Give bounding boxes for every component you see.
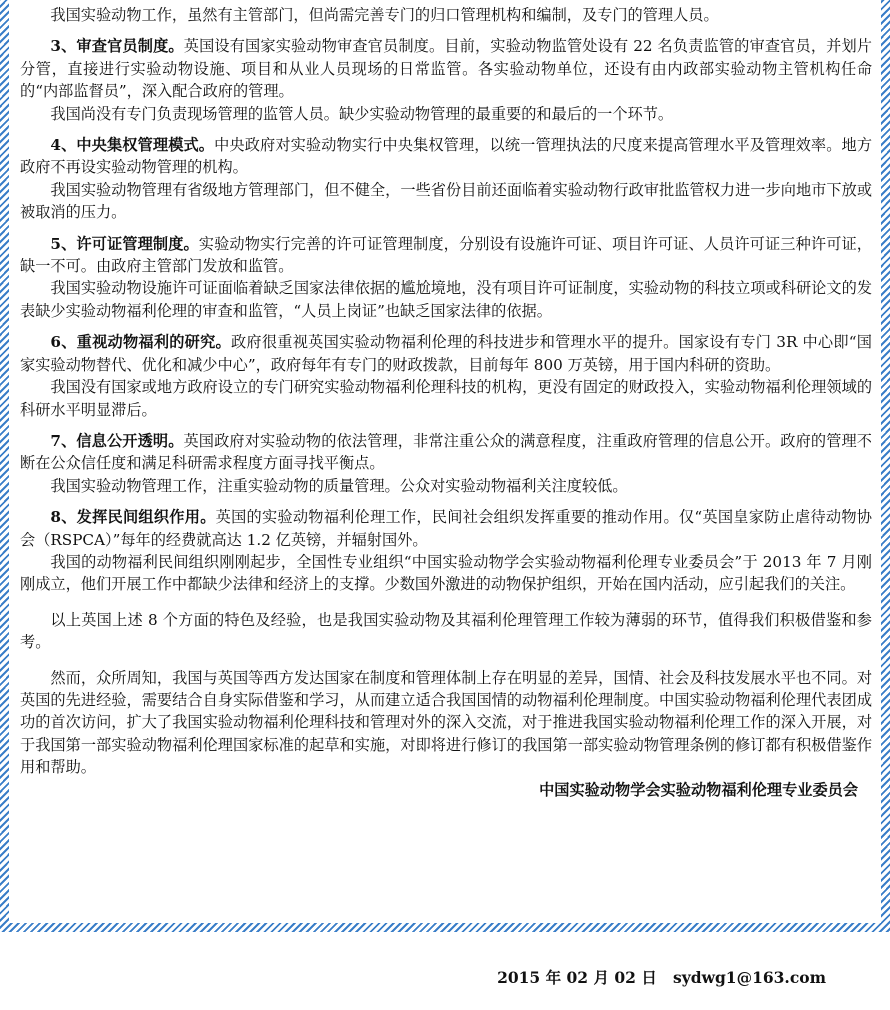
paragraph-3-heading <box>20 35 872 102</box>
paragraph-text: 中央政府对实验动物实行中央集权管理，以统一管理执法的尺度来提高管理水平及管理效率。地方政府不再设实验动物管理的机构。 <box>20 136 873 177</box>
section-heading: 3、审查官员制度。 <box>50 37 184 56</box>
paragraph-text: 我国没有国家或地方政府设立的专门研究实验动物福利伦理科技的机构，更没有固定的财政投入，实验动物福利伦理领域的科研水平明显滞后。 <box>20 378 872 419</box>
section-heading: 5、许可证管理制度。 <box>50 234 199 253</box>
paragraph-conclusion <box>20 667 872 779</box>
paragraph-text: 英国的实验动物福利伦理工作，民间社会组织发挥重要的推动作用。仅“英国皇家防止虐待动物协会（RSPCA）”每年的经费就高达 1.2 亿英镑，并辐射国外。 <box>20 508 872 549</box>
paragraph-summary <box>20 609 872 654</box>
section-heading: 6、重视动物福利的研究。 <box>50 333 231 352</box>
footer <box>0 966 890 988</box>
paragraph-text: 我国尚没有专门负责现场管理的监管人员。缺少实验动物管理的最重要的和最后的一个环节。 <box>50 104 674 123</box>
paragraph-text: 我国实验动物工作，虽然有主管部门，但尚需完善专门的归口管理机构和编制，及专门的管理人员。 <box>50 6 719 24</box>
paragraph-3-china <box>20 103 872 125</box>
paragraph-4-china <box>20 179 872 224</box>
paragraph-text: 我国实验动物管理工作，注重实验动物的质量管理。公众对实验动物福利关注度较低。 <box>50 476 628 495</box>
paragraph-5-heading <box>20 233 872 278</box>
paragraph-8-china <box>20 551 872 596</box>
footer-email: sydwg1@163.com <box>673 968 826 987</box>
paragraph-8-heading <box>20 506 872 551</box>
paragraph-6-china <box>20 376 872 421</box>
paragraph-text: 以上英国上述 8 个方面的特色及经验，也是我国实验动物及其福利伦理管理工作较为薄弱的环节，值得我们积极借鉴和参考。 <box>20 610 872 652</box>
section-heading: 8、发挥民间组织作用。 <box>50 508 216 527</box>
signature: 中国实验动物学会实验动物福利伦理专业委员会 <box>539 780 858 799</box>
paragraph-text: 实验动物实行完善的许可证管理制度，分别设有设施许可证、项目许可证、人员许可证三种许可证，缺一不可。由政府主管部门发放和监管。 <box>20 234 872 276</box>
paragraph-text: 我国实验动物设施许可证面临着缺乏国家法律依据的尴尬境地，没有项目许可证制度，实验动物的科技立项或科研论文的发表缺少实验动物福利伦理的审查和监管，“人员上岗证”也缺乏国家法律的依据。 <box>20 279 872 320</box>
paragraph-4-heading <box>20 134 872 179</box>
paragraph-text: 英国设有国家实验动物审查官员制度。目前，实验动物监管处设有 22 名负责监管的审查官员，并划片分管，直接进行实验动物设施、项目和从业人员现场的日常监管。各实验动物单位，还设有由内政部实验动物主管机构任命的“内部监督员”，深入配合政府的管理。 <box>20 37 872 101</box>
paragraph-1 <box>20 4 872 26</box>
article-body <box>20 4 872 801</box>
paragraph-text: 政府很重视英国实验动物福利伦理的科技进步和管理水平的提升。国家设有专门 3R 中心即“国家实验动物替代、优化和减少中心”，政府每年有专门的财政拨款，目前每年 800 万英镑，用于国内科研的资助。 <box>20 333 872 374</box>
paragraph-7-china <box>20 475 872 497</box>
paragraph-text: 我国的动物福利民间组织刚刚起步，全国性专业组织“中国实验动物学会实验动物福利伦理专业委员会”于 2013 年 7 月刚刚成立，他们开展工作中都缺少法律和经济上的支撑。少数国外激进的动物保护组织，开始在国内活动，应引起我们的关注。 <box>20 552 872 594</box>
section-heading: 4、中央集权管理模式。 <box>50 136 215 155</box>
paragraph-text: 英国政府对实验动物的依法管理，非常注重公众的满意程度，注重政府管理的信息公开。政府的管理不断在公众信任度和满足科研需求程度方面寻找平衡点。 <box>20 431 872 473</box>
paragraph-6-heading <box>20 331 872 376</box>
paragraph-5-china <box>20 277 872 322</box>
paragraph-text: 我国实验动物管理有省级地方管理部门，但不健全，一些省份目前还面临着实验动物行政审批监管权力进一步向地市下放或被取消的压力。 <box>20 180 872 222</box>
footer-date: 2015 年 02 月 02 日 <box>497 968 657 987</box>
section-heading: 7、信息公开透明。 <box>50 431 184 450</box>
paragraph-7-heading <box>20 430 872 475</box>
paragraph-text: 然而，众所周知，我国与英国等西方发达国家在制度和管理体制上存在明显的差异，国情、社会及科技发展水平也不同。对英国的先进经验，需要结合自身实际借鉴和学习，从而建立适合我国国情的动物福利伦理制度。中国实验动物福利伦理代表团成功的首次访问，扩大了我国实验动物福利伦理科技和管理对外的深入交流，对于推进我国实验动物福利伦理工作的深入开展，对于我国第一部实验动物福利伦理国家标准的起草和实施，对即将进行修订的我国第一部实验动物管理条例的修订都有积极借鉴作用和帮助。 <box>20 668 872 777</box>
